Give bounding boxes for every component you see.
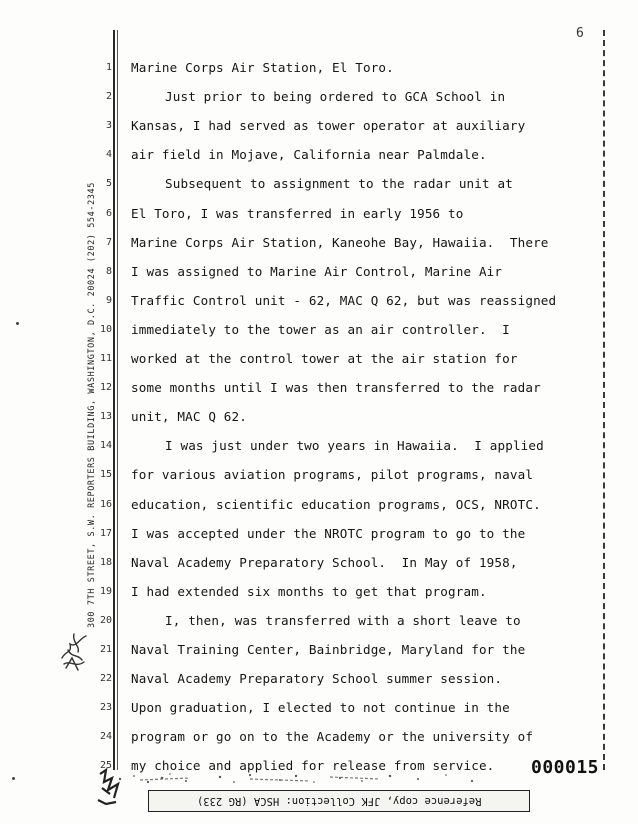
left-margin-rule-outer	[113, 30, 115, 770]
line-number: 17	[99, 527, 112, 539]
transcript-line: Traffic Control unit - 62, MAC Q 62, but was reassigned	[131, 292, 557, 308]
transcript-line: education, scientific education programs, OCS, NROTC.	[131, 496, 541, 512]
line-number: 14	[99, 440, 112, 452]
transcript-line: Kansas, I had served as tower operator at auxiliary	[131, 118, 526, 134]
transcript-line: Naval Training Center, Bainbridge, Maryland for the	[131, 642, 526, 657]
line-number: 5	[105, 178, 112, 190]
line-number: 21	[99, 644, 112, 655]
transcript-line: Upon graduation, I elected to not continue in the	[131, 700, 510, 716]
line-number: 19	[99, 585, 112, 597]
handwritten-stamp-mark	[58, 628, 92, 672]
page-number: 6	[576, 26, 584, 41]
transcript-line: immediately to the tower as an air controller. I	[131, 321, 510, 337]
line-number: 8	[105, 265, 112, 277]
line-number: 4	[105, 149, 112, 161]
transcript-line: I was just under two years in Hawaiia. I applied	[165, 438, 544, 454]
transcript-line: for various aviation programs, pilot programs, naval	[131, 467, 534, 483]
transcript-line: worked at the control tower at the air station for	[131, 351, 518, 366]
transcript-line: air field in Mojave, California near Palmdale.	[131, 147, 487, 163]
transcript-line: Marine Corps Air Station, Kaneohe Bay, Hawaiia. There	[131, 234, 549, 250]
transcript-line: I was assigned to Marine Air Control, Marine Air	[131, 263, 503, 279]
transcript-line: I, then, was transferred with a short leave to	[165, 612, 521, 628]
line-number: 22	[99, 673, 112, 685]
transcript-line: Subsequent to assignment to the radar unit at	[165, 176, 513, 192]
reference-copy-label: Reference copy, JFK Collection: HSCA (RG 233)	[196, 795, 482, 807]
scan-speck	[12, 777, 15, 780]
transcript-line: Naval Academy Preparatory School summer session.	[131, 671, 503, 687]
line-number: 1	[105, 62, 112, 73]
reference-copy-strip	[148, 790, 530, 812]
transcript-line: El Toro, I was transferred in early 1956 to	[131, 205, 464, 221]
transcript-line: I had extended six months to get that program.	[131, 583, 487, 599]
line-number: 12	[99, 382, 112, 394]
document-control-number: 000015	[531, 757, 600, 778]
line-number: 16	[99, 498, 112, 510]
line-number: 9	[105, 294, 112, 306]
line-number: 24	[99, 731, 112, 743]
line-number: 6	[105, 207, 112, 219]
transcript-line: I was accepted under the NROTC program to go to the	[131, 525, 526, 541]
transcript-line: Naval Academy Preparatory School. In May of 1958,	[131, 554, 518, 570]
scan-noise-band	[100, 770, 520, 788]
reporter-address-margin-text: 300 7TH STREET, S.W. REPORTERS BUILDING, WASHINGTON, D.C. 20024 (202) 554-2345	[87, 182, 97, 628]
transcript-line: my choice and applied for release from service.	[131, 758, 495, 774]
transcript-line: some months until I was then transferred to the radar	[131, 380, 541, 396]
right-margin-rule	[603, 30, 605, 770]
left-margin-rule-inner	[117, 30, 118, 770]
line-number: 13	[99, 411, 112, 423]
line-number: 10	[99, 323, 112, 335]
line-number: 15	[99, 469, 112, 481]
line-number: 2	[105, 91, 112, 103]
line-number: 18	[99, 556, 112, 568]
transcript-line: program or go on to the Academy or the university of	[131, 729, 534, 745]
line-number: 7	[105, 236, 112, 248]
line-number: 20	[99, 614, 112, 626]
scan-speck	[16, 322, 19, 325]
transcript-line: unit, MAC Q 62.	[131, 409, 247, 425]
transcript-line: Just prior to being ordered to GCA School in	[165, 89, 506, 105]
transcript-line: Marine Corps Air Station, El Toro.	[131, 60, 394, 75]
line-number: 3	[105, 120, 112, 132]
line-number: 23	[99, 702, 112, 714]
line-number: 11	[99, 353, 112, 364]
line-number: 25	[99, 760, 112, 772]
